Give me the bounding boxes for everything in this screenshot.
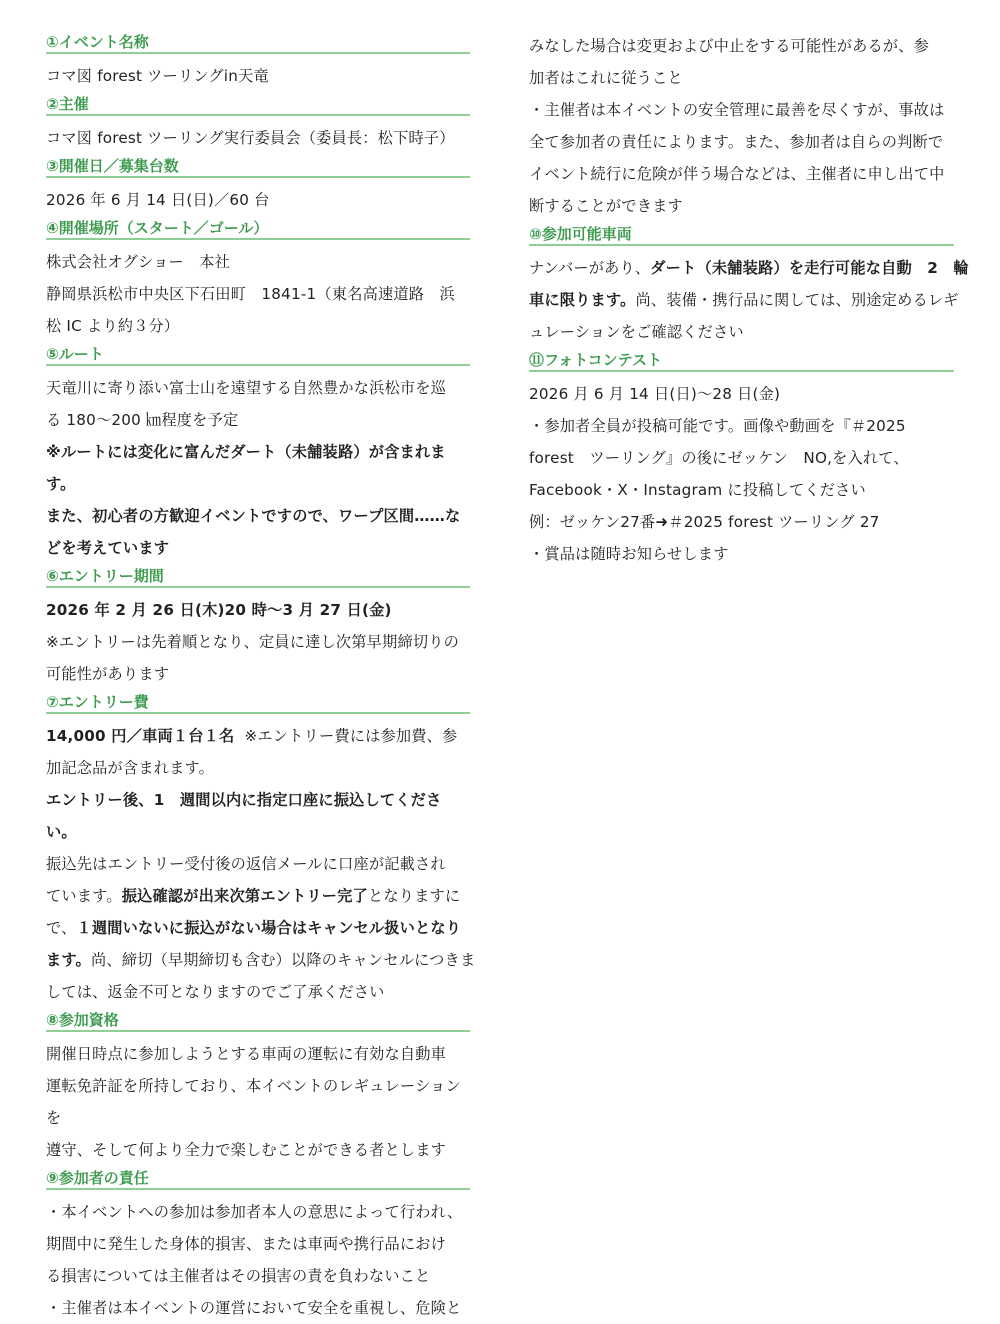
cancel-rule: １週間いないに振込がない場合はキャンセル扱いとなり	[76, 919, 462, 937]
entry-fee-note: 加記念品が含まれます。	[46, 759, 215, 777]
vehicle-note: ュレーションをご確認ください	[529, 323, 744, 341]
heading-eligibility: ⑧参加資格	[46, 1008, 470, 1032]
cancel-rule: ます。	[46, 951, 91, 969]
heading-event-name: ①イベント名称	[46, 30, 470, 54]
heading-venue: ④開催場所（スタート／ゴール）	[46, 216, 470, 240]
organizer: コマ図 forest ツーリング実行委員会（委員長：松下時子）	[46, 129, 455, 147]
heading-eligible-vehicles: ⑩参加可能車両	[529, 222, 954, 246]
heading-organizer: ②主催	[46, 92, 470, 116]
heading-photo-contest: ⑪フォトコンテスト	[529, 348, 954, 372]
contest-line: Facebook・X・Instagram に投稿してください	[529, 481, 866, 499]
responsibility-line: ・本イベントへの参加は参加者本人の意思によって行われ、	[46, 1203, 463, 1221]
venue-line: 株式会社オグショー 本社	[46, 253, 231, 271]
eligibility-line: 運転免許証を所持しており、本イベントのレギュレーションを	[46, 1077, 461, 1127]
responsibility-line: 全て参加者の責任によります。また、参加者は自らの判断で	[529, 133, 944, 151]
vehicle-rule: ダート（未舗装路）を走行可能な自動 2 輪	[650, 259, 969, 277]
cancel-note: 尚、締切（早期締切も含む）以降のキャンセルにつきま	[90, 951, 476, 969]
payment-note: 振込先はエントリー受付後の返信メールに口座が記載され	[46, 855, 446, 873]
contest-example: 例：ゼッケン27番	[529, 513, 656, 531]
heading-route: ⑤ルート	[46, 342, 470, 366]
payment-note: ています。	[46, 887, 122, 905]
responsibility-line: 断することができます	[529, 197, 683, 215]
payment-note: となりますに	[367, 887, 461, 905]
payment-note: で、	[46, 919, 77, 937]
heading-responsibility: ⑨参加者の責任	[46, 1166, 470, 1190]
vehicle-rule: 車に限ります。	[529, 291, 636, 309]
eligibility-line: 遵守、そして何より全力で楽しむことができる者とします	[46, 1141, 447, 1159]
heading-date-capacity: ③開催日／募集台数	[46, 154, 470, 178]
responsibility-line: みなした場合は変更および中止をする可能性があるが、参	[529, 37, 930, 55]
contest-period: 2026 月 6 月 14 日(日)～28 日(金)	[529, 385, 781, 403]
date-capacity: 2026 年 6 月 14 日(日)／60 台	[46, 191, 270, 209]
contest-line: ・賞品は随時お知らせします	[529, 545, 729, 563]
entry-fee: 14,000 円／車両１台１名	[46, 727, 235, 745]
payment-deadline: エントリー後、1 週間以内に指定口座に振込してください。	[46, 791, 442, 841]
route-note: ※ルートには変化に富んだダート（未舗装路）が含まれます。	[46, 443, 446, 493]
vehicle-note: ナンバーがあり、	[529, 259, 651, 277]
entry-period-note: ※エントリーは先着順となり、定員に達し次第早期締切りの	[46, 633, 460, 651]
route-line: る 180～200 ㎞程度を予定	[46, 411, 239, 429]
responsibility-line: ・主催者は本イベントの運営において安全を重視し、危険と	[46, 1299, 462, 1317]
left-column	[46, 30, 476, 1324]
venue-line: 静岡県浜松市中央区下石田町 1841-1（東名高速道路 浜	[46, 285, 455, 303]
responsibility-line: 加者はこれに従うこと	[529, 69, 683, 87]
responsibility-line: イベント続行に危険が伴う場合などは、主催者に申し出て中	[529, 165, 945, 183]
responsibility-line: ・主催者は本イベントの安全管理に最善を尽くすが、事故は	[529, 101, 945, 119]
venue-line: 松 IC より約３分）	[46, 317, 180, 335]
route-note: また、初心者の方歓迎イベントですので、ワープ区間……な	[46, 507, 461, 525]
cancel-note: しては、返金不可となりますのでご了承ください	[46, 983, 385, 1001]
payment-confirm: 振込確認が出来次第エントリー完了	[121, 887, 368, 905]
contest-example-arrow: ➜＃2025 forest ツーリング 27	[655, 513, 880, 531]
event-name: コマ図 forest ツーリングin天竜	[46, 67, 269, 85]
right-column	[529, 30, 969, 570]
vehicle-note: 尚、装備・携行品に関しては、別途定めるレギ	[635, 291, 959, 309]
route-line: 天竜川に寄り添い富士山を遠望する自然豊かな浜松市を巡	[46, 379, 447, 397]
entry-fee-note: ※エントリー費には参加費、参	[244, 727, 458, 745]
route-note: どを考えています	[46, 539, 170, 557]
entry-period: 2026 年 2 月 26 日(木)20 時～3 月 27 日(金)	[46, 601, 392, 619]
heading-entry-period: ⑥エントリー期間	[46, 564, 470, 588]
responsibility-line: る損害については主催者はその損害の責を負わないこと	[46, 1267, 431, 1285]
contest-line: forest ツーリング』の後にゼッケン NO,を入れて、	[529, 449, 909, 467]
contest-line: ・参加者全員が投稿可能です。画像や動画を『＃2025	[529, 417, 906, 435]
eligibility-line: 開催日時点に参加しようとする車両の運転に有効な自動車	[46, 1045, 447, 1063]
responsibility-line: 期間中に発生した身体的損害、または車両や携行品におけ	[46, 1235, 447, 1253]
heading-entry-fee: ⑦エントリー費	[46, 690, 470, 714]
entry-period-note: 可能性があります	[46, 665, 170, 683]
